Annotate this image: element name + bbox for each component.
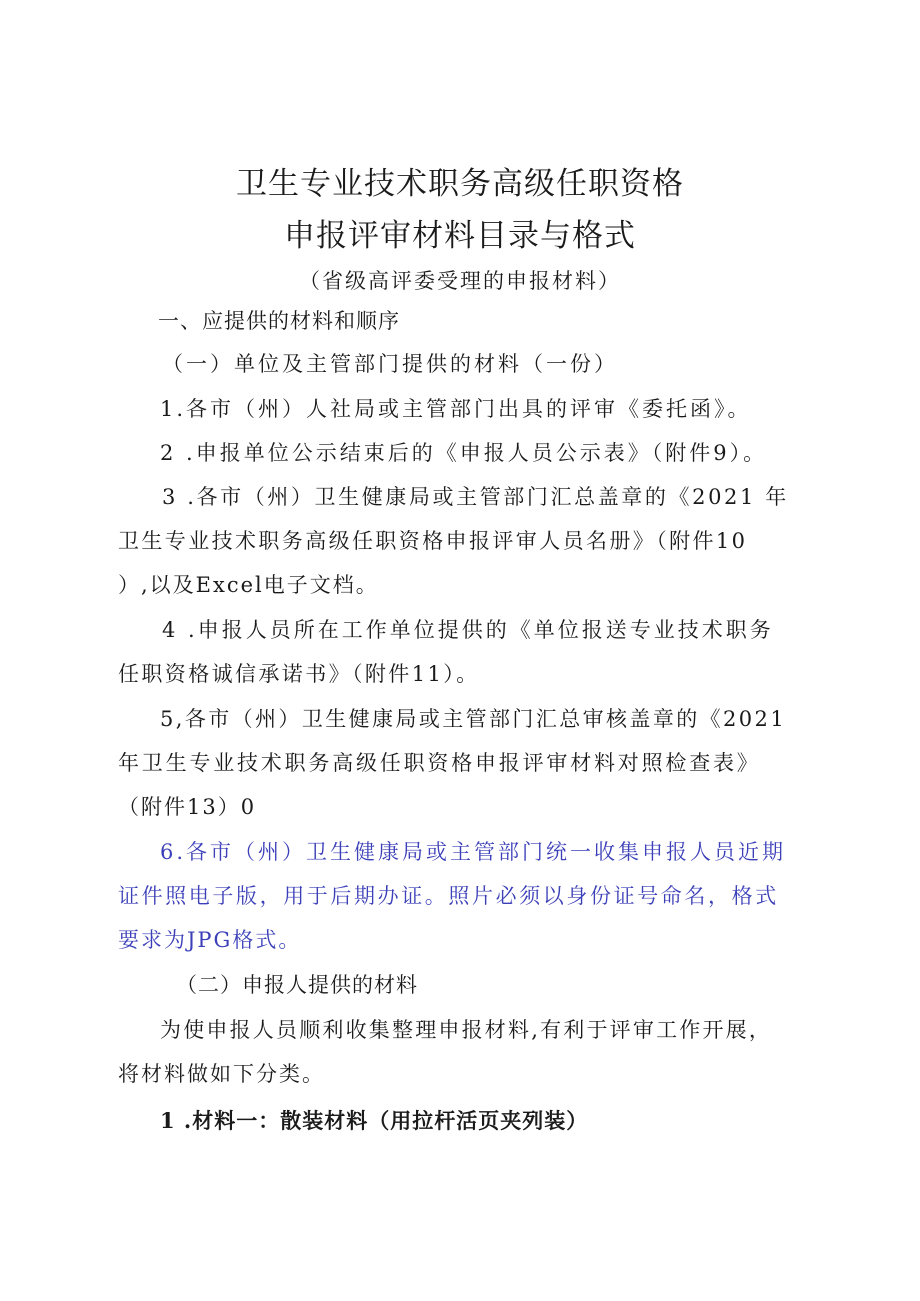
subsection1-heading: （一）单位及主管部门提供的材料（一份） — [162, 352, 618, 376]
material-1-heading — [160, 1110, 588, 1132]
item-2: 2 .申报单位公示结束后的《申报人员公示表》（附件9）。 — [160, 441, 768, 465]
item-4-line1: 4 .申报人员所在工作单位提供的《单位报送专业技术职务 — [162, 618, 774, 642]
item-5-line2: 年卫生专业技术职务高级任职资格申报评审材料对照检查表》 — [118, 751, 761, 775]
section1-heading: 一、应提供的材料和顺序 — [158, 309, 400, 333]
document-subtitle: （省级高评委受理的申报材料） — [299, 269, 621, 293]
item-6-line2: 证件照电子版，用于后期办证。照片必须以身份证号命名，格式 — [118, 884, 779, 908]
item-4-line2: 任职资格诚信承诺书》（附件11）。 — [118, 662, 480, 686]
document-title-line1: 卫生专业技术职务高级任职资格 — [236, 166, 684, 202]
paragraph-line2: 将材料做如下分类。 — [118, 1062, 325, 1086]
material-1-label: 1 .材料一：散装材料（用拉杆活页夹列装） — [160, 1108, 589, 1133]
item-1: 1.各市（州）人社局或主管部门出具的评审《委托函》。 — [160, 397, 752, 421]
subsection2-heading: （二）申报人提供的材料 — [176, 973, 418, 997]
item-3-line2: 卫生专业技术职务高级任职资格申报评审人员名册》（附件10 — [118, 529, 748, 553]
item-5-line3: （附件13）0 — [118, 795, 257, 819]
item-6-line3: 要求为JPG格式。 — [118, 928, 302, 952]
paragraph-line1: 为使申报人员顺利收集整理申报材料,有利于评审工作开展， — [160, 1018, 773, 1042]
item-5-line1: 5,各市（州）卫生健康局或主管部门汇总审核盖章的《2021 — [160, 707, 787, 731]
document-title-line2: 申报评审材料目录与格式 — [284, 218, 636, 254]
item-6-line1: 6.各市（州）卫生健康局或主管部门统一收集申报人员近期 — [160, 840, 787, 864]
item-3-line3: ）,以及Excel电子文档。 — [118, 573, 379, 597]
item-3-line1: 3 .各市（州）卫生健康局或主管部门汇总盖章的《2021 年 — [162, 485, 789, 509]
